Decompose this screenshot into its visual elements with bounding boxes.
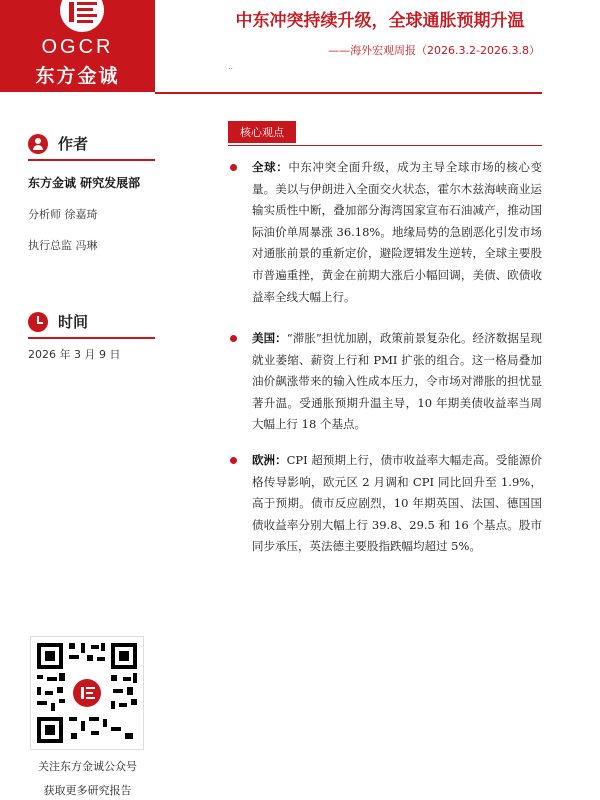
point-global-text: 中东冲突全面升级，成为主导全球市场的核心变量。美以与伊朗进入全面交火状态，霍尔木兹海峡商业运输实质性中断，叠加部分海湾国家宣布石油减产，推动国际油价单周暴涨 36.18%。地缘局势的急剧恶化引发市场对通胀前景的重新定价，避险逻辑发生逆转，全球主要股市普遍重挫，黄金在前期大涨后小幅回调，美债、欧债收益率全线大幅上行。 [252,160,542,304]
point-europe-lead: 欧洲： [252,453,287,467]
qr-code [30,636,144,750]
author-divider [28,159,155,161]
header-divider [155,92,542,94]
time-divider [28,337,155,339]
person-icon [28,134,48,154]
author-heading [28,133,88,154]
bullet-icon [230,164,237,171]
logo-icon [60,0,104,32]
qr-caption-more: 获取更多研究报告 [43,784,132,797]
point-us-text: “滞胀”担忧加剧，政策前景复杂化。经济数据呈现就业萎缩、薪资上行和 PMI 扩张的组合。这一格局叠加油价飙涨带来的输入性成本压力，令市场对滞胀的担忧显著升温。受通胀预期升温主导，10 年期美债收益率当周大幅上行 18 个基点。 [252,331,543,432]
core-views-divider [228,145,542,146]
point-us-lead: 美国： [252,331,287,345]
bullet-icon [230,457,237,464]
point-europe [252,450,542,558]
core-views-tag: 核心观点 [228,121,296,143]
brand-header [0,0,155,92]
dots: .. [228,62,234,71]
point-global-lead: 全球： [252,160,289,174]
bullet-icon [230,335,237,342]
qr-caption-follow: 关注东方金诚公众号 [38,760,137,773]
brand-name-cn: 东方金诚 [35,65,120,87]
report-date: 2026 年 3 月 9 日 [28,348,121,361]
brand-name-en: OGCR [41,36,114,58]
report-title: 中东冲突持续升级，全球通胀预期升温 [235,11,525,31]
report-subtitle: ——海外宏观周报（2026.3.2-2026.3.8） [328,44,540,57]
author-heading-label: 作者 [58,135,89,153]
clock-icon [28,312,48,332]
point-global [252,157,542,308]
author-director: 执行总监 冯琳 [28,239,98,252]
time-heading [28,311,88,332]
author-analyst: 分析师 徐嘉琦 [28,208,98,221]
point-us [252,328,542,436]
author-org: 东方金诚 研究发展部 [28,176,141,190]
point-europe-text: CPI 超预期上行，债市收益率大幅走高。受能源价格传导影响，欧元区 2 月调和 CPI 同比回升至 1.9%，高于预期。债市反应剧烈，10 年期英国、法国、德国国债收益率分别大幅上行 39.8、29.5 和 16 个基点。股市同步承压，英法德主要股指跌幅均超过 5%。 [252,453,543,554]
time-heading-label: 时间 [58,313,89,331]
